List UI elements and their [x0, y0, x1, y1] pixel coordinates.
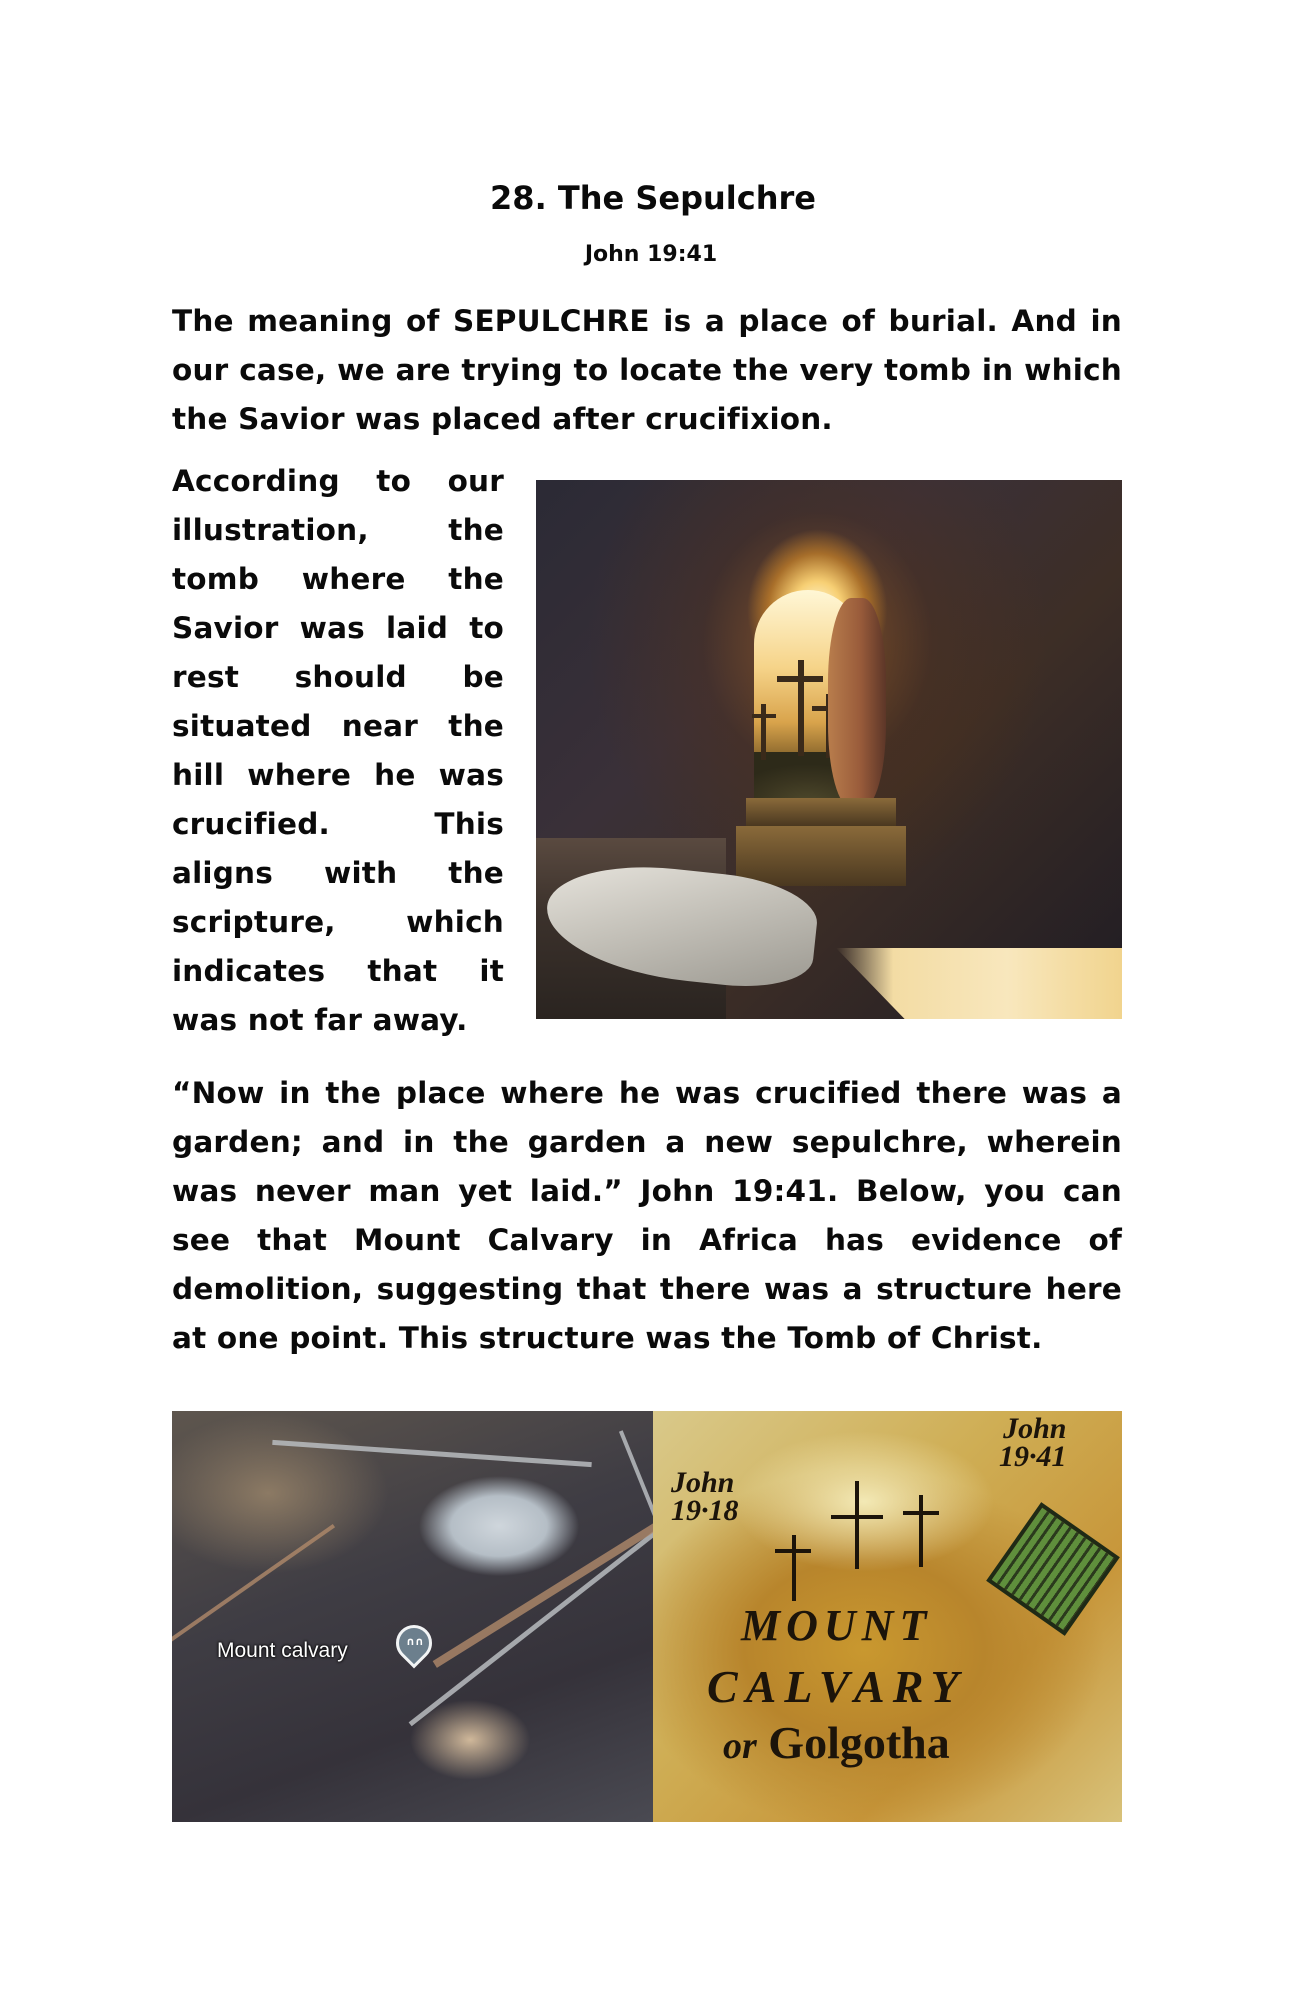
- cross-icon: [775, 1549, 811, 1553]
- satellite-map-image: [172, 1411, 653, 1822]
- cross-icon: [831, 1515, 883, 1519]
- tomb-step: [746, 798, 896, 826]
- road: [409, 1501, 653, 1727]
- scripture-reference: John 19:41: [584, 242, 718, 267]
- map-reference-right: John 19·41: [999, 1412, 1067, 1473]
- place-label: Mount calvary: [217, 1639, 348, 1662]
- cross-icon: [919, 1495, 923, 1567]
- museum-icon: ∩∩: [406, 1635, 424, 1648]
- road: [272, 1440, 592, 1467]
- cross-icon: [903, 1511, 939, 1515]
- page-title: 28. The Sepulchre: [490, 179, 816, 217]
- quote-paragraph: “Now in the place where he was crucified there was a garden; and in the garden a new sepulchre, wherein was never man yet laid.” John 19:41. Below, you can see that Mount Calvary in Africa has evidence of demolition, suggesting that there was a structure here at one point. This structure was the Tomb of Christ.: [172, 1076, 1122, 1355]
- cross-icon: [761, 704, 766, 760]
- map-reference-left: John 19·18: [671, 1466, 739, 1527]
- side-paragraph: According to our illustration, the tomb where the Savior was laid to rest should be situated near the hill where he was crucified. This aligns with the scripture, which indicates that it was not far away.: [172, 464, 504, 1037]
- seal-stamp-icon: [986, 1502, 1120, 1636]
- empty-tomb-image: [536, 480, 1122, 1019]
- rolled-stone: [828, 598, 886, 808]
- intro-paragraph: The meaning of SEPULCHRE is a place of burial. And in our case, we are trying to locate the very tomb in which the Savior was placed after crucifixion.: [172, 304, 1122, 436]
- cross-icon: [752, 714, 776, 718]
- old-map-image: [653, 1411, 1122, 1822]
- cross-icon: [792, 1535, 796, 1601]
- map-label-mount: MOUNT: [741, 1601, 933, 1650]
- cross-icon: [798, 660, 804, 756]
- dirt-road: [172, 1524, 335, 1642]
- sunlight-patch: [836, 948, 1122, 1019]
- dirt-road: [433, 1502, 653, 1668]
- cross-icon: [855, 1481, 859, 1569]
- tomb-step: [736, 826, 906, 886]
- map-label-calvary: CALVARY: [707, 1661, 967, 1712]
- cross-icon: [777, 676, 823, 682]
- map-label-golgotha: or Golgotha: [723, 1717, 950, 1768]
